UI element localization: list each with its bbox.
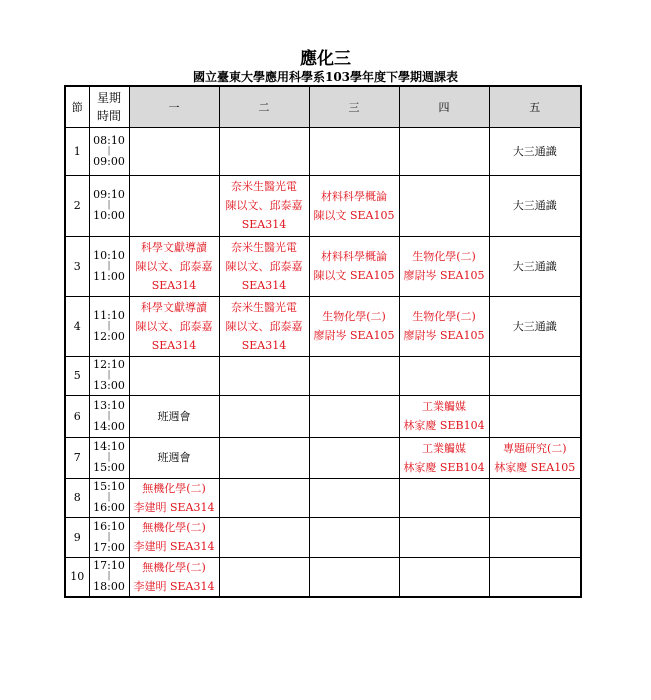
- course-cell-wed: [309, 478, 399, 517]
- period-row: [65, 478, 581, 517]
- course-cell-tue: [219, 478, 309, 517]
- course-line: 材料科學概論: [321, 250, 387, 263]
- period-row: [65, 175, 581, 236]
- course-line: 大三通識: [512, 144, 557, 158]
- time-separator: |: [107, 410, 111, 421]
- course-line: 陳以文、邱泰嘉: [225, 199, 303, 212]
- course-line: 陳以文、邱泰嘉: [135, 319, 213, 333]
- period-time: [89, 175, 129, 236]
- course-line: SEA314: [241, 218, 287, 231]
- course-cell-tue: [219, 557, 309, 597]
- period-number: 10: [65, 557, 89, 597]
- course-cell-fri: [489, 356, 581, 395]
- day-header-mon: 一: [129, 86, 219, 127]
- time-separator: |: [107, 370, 111, 380]
- time-start: 09:10: [93, 188, 125, 201]
- course-cell-wed: [309, 175, 399, 236]
- course-line: 廖尉岑 SEA105: [403, 269, 485, 282]
- course-cell-fri: [489, 236, 581, 296]
- course-cell-thu: [399, 356, 489, 395]
- time-end: 13:00: [93, 379, 125, 392]
- period-number: 5: [65, 356, 89, 395]
- period-number: 9: [65, 517, 89, 557]
- course-line: 林家慶 SEA105: [494, 460, 576, 474]
- period-number: 6: [65, 395, 89, 437]
- course-cell-fri: [489, 437, 581, 478]
- time-end: 12:00: [93, 329, 125, 343]
- period-number: 3: [65, 236, 89, 296]
- course-cell-wed: [309, 437, 399, 478]
- course-line: SEA314: [151, 338, 197, 352]
- course-line: 奈米生醫光電: [231, 240, 297, 254]
- course-line: 班週會: [157, 451, 191, 464]
- time-separator: |: [107, 145, 111, 156]
- course-cell-wed: [309, 356, 399, 395]
- period-time: [89, 296, 129, 356]
- time-separator: |: [107, 452, 111, 462]
- course-line: 生物化學(二): [322, 310, 386, 323]
- course-cell-mon: [129, 557, 219, 597]
- course-cell-thu: [399, 437, 489, 478]
- period-number: 7: [65, 437, 89, 478]
- period-row: [65, 236, 581, 296]
- course-line: 林家慶 SEB104: [403, 419, 485, 432]
- course-cell-fri: [489, 517, 581, 557]
- course-line: 工業觸媒: [422, 400, 466, 413]
- course-cell-fri: [489, 127, 581, 175]
- period-row: [65, 296, 581, 356]
- course-cell-mon: [129, 478, 219, 517]
- course-line: 生物化學(二): [412, 250, 476, 263]
- course-line: 陳以文、邱泰嘉: [225, 259, 303, 273]
- course-cell-tue: [219, 356, 309, 395]
- course-cell-mon: [129, 175, 219, 236]
- course-line: 大三通識: [512, 259, 557, 273]
- course-cell-thu: [399, 175, 489, 236]
- course-cell-wed: [309, 395, 399, 437]
- course-line: 無機化學(二): [142, 560, 206, 574]
- course-cell-thu: [399, 478, 489, 517]
- time-start: 14:10: [93, 440, 125, 453]
- time-end: 11:00: [93, 269, 125, 283]
- course-cell-tue: [219, 395, 309, 437]
- course-cell-fri: [489, 296, 581, 356]
- period-time: [89, 557, 129, 597]
- course-line: 無機化學(二): [142, 521, 206, 534]
- time-separator: |: [107, 531, 111, 542]
- course-cell-wed: [309, 557, 399, 597]
- course-line: 大三通識: [512, 319, 557, 333]
- time-start: 15:10: [93, 480, 125, 493]
- course-line: 李建明 SEA314: [133, 540, 215, 553]
- course-cell-tue: [219, 127, 309, 175]
- time-end: 09:00: [93, 154, 125, 168]
- time-separator: |: [107, 320, 111, 331]
- time-separator: |: [107, 200, 111, 210]
- course-cell-wed: [309, 517, 399, 557]
- schedule-body: [65, 127, 581, 597]
- period-time: [89, 517, 129, 557]
- course-cell-fri: [489, 395, 581, 437]
- course-line: 李建明 SEA314: [133, 500, 215, 514]
- course-cell-thu: [399, 395, 489, 437]
- course-line: SEA314: [241, 338, 287, 352]
- period-row: [65, 356, 581, 395]
- course-line: 材料科學概論: [321, 189, 387, 203]
- course-line: SEA314: [241, 278, 287, 292]
- course-line: 工業觸媒: [422, 441, 466, 455]
- period-time: [89, 127, 129, 175]
- course-line: SEA314: [151, 278, 197, 292]
- period-row: [65, 395, 581, 437]
- course-cell-thu: [399, 127, 489, 175]
- course-cell-tue: [219, 517, 309, 557]
- time-start: 16:10: [93, 519, 125, 533]
- period-number: 1: [65, 127, 89, 175]
- period-time: [89, 356, 129, 395]
- time-header: [89, 86, 129, 127]
- time-start: 08:10: [93, 133, 125, 147]
- course-line: 陳以文、邱泰嘉: [225, 319, 303, 333]
- time-separator: |: [107, 571, 111, 581]
- course-line: 奈米生醫光電: [231, 180, 297, 193]
- period-row: [65, 437, 581, 478]
- time-start: 12:10: [93, 358, 125, 371]
- course-line: 廖尉岑 SEA105: [403, 329, 485, 342]
- course-line: 奈米生醫光電: [231, 300, 297, 314]
- course-line: 李建明 SEA314: [133, 579, 215, 593]
- course-cell-fri: [489, 478, 581, 517]
- course-line: 陳以文 SEA105: [313, 269, 395, 282]
- period-row: [65, 127, 581, 175]
- course-cell-mon: [129, 356, 219, 395]
- day-header-thu: 四: [399, 86, 489, 127]
- course-cell-mon: [129, 517, 219, 557]
- period-number: 2: [65, 175, 89, 236]
- course-cell-tue: [219, 296, 309, 356]
- period-time: [89, 478, 129, 517]
- course-cell-fri: [489, 175, 581, 236]
- course-line: 無機化學(二): [142, 481, 206, 495]
- period-row: [65, 517, 581, 557]
- course-line: 科學文獻導讀: [141, 300, 207, 314]
- period-time: [89, 437, 129, 478]
- course-line: 班週會: [157, 409, 191, 423]
- schedule-table: [64, 85, 582, 598]
- time-separator: |: [107, 492, 111, 502]
- course-cell-thu: [399, 296, 489, 356]
- course-line: 陳以文 SEA105: [313, 208, 395, 222]
- header-row: [65, 86, 581, 127]
- period-number: 8: [65, 478, 89, 517]
- course-line: 林家慶 SEB104: [403, 460, 485, 474]
- course-cell-tue: [219, 236, 309, 296]
- weekday-label: 星期: [96, 90, 121, 105]
- course-cell-fri: [489, 557, 581, 597]
- course-cell-thu: [399, 517, 489, 557]
- page-title: 應化三: [300, 49, 351, 69]
- time-start: 13:10: [93, 398, 125, 412]
- course-line: 科學文獻導讀: [141, 240, 207, 254]
- course-cell-thu: [399, 557, 489, 597]
- day-header-fri: 五: [489, 86, 581, 127]
- time-start: 17:10: [93, 559, 125, 572]
- period-row: [65, 557, 581, 597]
- course-line: 陳以文、邱泰嘉: [135, 259, 213, 273]
- course-cell-mon: [129, 236, 219, 296]
- period-time: [89, 395, 129, 437]
- time-end: 18:00: [93, 580, 125, 593]
- course-cell-wed: [309, 127, 399, 175]
- course-cell-wed: [309, 236, 399, 296]
- time-end: 15:00: [93, 461, 125, 474]
- time-end: 10:00: [93, 209, 125, 222]
- period-number: 4: [65, 296, 89, 356]
- course-line: 生物化學(二): [412, 310, 476, 323]
- day-header-wed: 三: [309, 86, 399, 127]
- course-line: 廖尉岑 SEA105: [313, 329, 395, 342]
- course-cell-mon: [129, 395, 219, 437]
- time-end: 16:00: [93, 501, 125, 514]
- page-subtitle: 國立臺東大學應用科學系103學年度下學期週課表: [192, 70, 459, 84]
- course-cell-thu: [399, 236, 489, 296]
- time-start: 10:10: [93, 248, 125, 262]
- time-label: 時間: [96, 108, 121, 123]
- time-end: 14:00: [93, 419, 125, 433]
- time-separator: |: [107, 260, 111, 271]
- course-line: 專題研究(二): [502, 441, 567, 455]
- course-line: 大三通識: [512, 199, 557, 212]
- period-time: [89, 236, 129, 296]
- day-header-tue: 二: [219, 86, 309, 127]
- course-cell-tue: [219, 437, 309, 478]
- course-cell-wed: [309, 296, 399, 356]
- course-cell-mon: [129, 296, 219, 356]
- period-header: 節: [65, 86, 89, 127]
- time-start: 11:10: [93, 308, 125, 322]
- time-end: 17:00: [93, 540, 125, 554]
- course-cell-mon: [129, 127, 219, 175]
- course-cell-mon: [129, 437, 219, 478]
- course-cell-tue: [219, 175, 309, 236]
